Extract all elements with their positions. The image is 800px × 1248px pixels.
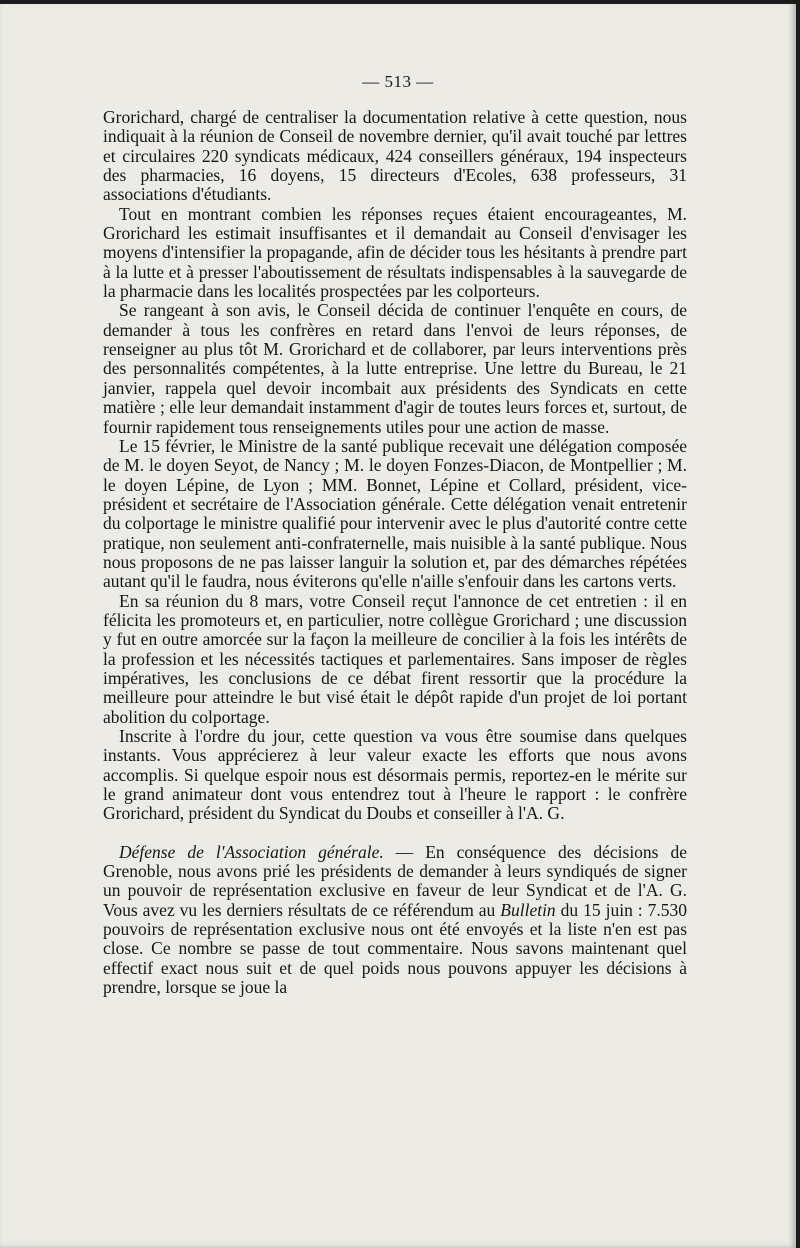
paragraph-6: Inscrite à l'ordre du jour, cette question va vous être soumise dans quelques instants. Vous apprécierez à leur valeur exacte les efforts que nous avons accomplis. Si quelque espoir nous est désormais permis, reportez-en le mérite sur le grand animateur dont vous entendrez tout à l'heure le rapport : le confrère Grorichard, président du Syndicat du Doubs et conseiller à l'A. G. bbox=[103, 726, 687, 824]
page-number: — 513 — bbox=[362, 72, 434, 91]
paragraph-7-part-a: — En conséquence des décisions de Grenoble, nous avons prié les présidents de demander à leurs syndiqués de signer un pouvoir de représentation exclusive en faveur de leur Syndicat et de l'A. G. Vous avez vu les derniers résultats de ce référendum au bbox=[103, 841, 688, 920]
body-text bbox=[103, 108, 687, 997]
paragraph-5: En sa réunion du 8 mars, votre Conseil reçut l'annonce de cet entretien : il en félicita les promoteurs et, en particulier, notre collègue Grorichard ; une discussion y fut en outre amorcée sur la façon la meilleure de concilier à la fois les intérêts de la profession et les nécessités tactiques et parlementaires. Sans imposer de règles impératives, les conclusions de ce débat firent ressortir que la procédure la meilleure pour atteindre le but visé était le dépôt rapide d'un projet de loi portant abolition du colportage. bbox=[103, 590, 687, 727]
paragraph-3: Se rangeant à son avis, le Conseil décida de continuer l'enquête en cours, de demander à tous les confrères en retard dans l'envoi de leurs réponses, de renseigner au plus tôt M. Grorichard et de collaborer, par leurs interventions près des personnalités compétentes, à la lutte entreprise. Une lettre du Bureau, le 21 janvier, rappela quel devoir incombait aux présidents des Syndicats en cette matière ; elle leur demandait instamment d'agir de toutes leurs forces et, surtout, de fournir rapidement tous renseignements utiles pour une action de masse. bbox=[103, 300, 687, 437]
section-heading: Défense de l'Association générale. bbox=[119, 841, 384, 862]
paragraph-2: Tout en montrant combien les réponses reçues étaient encourageantes, M. Grorichard les estimait insuffisantes et il demandait au Conseil d'envisager les moyens d'intensifier la propagande, afin de décider tous les hésitants à prendre part à la lutte et à presser l'aboutissement de résultats indispensables à la sauvegarde de la pharmacie dans les localités prospectées par les colporteurs. bbox=[103, 203, 687, 302]
paragraph-1: Grorichard, chargé de centraliser la documentation relative à cette question, nous indiquait à la réunion de Conseil de novembre dernier, qu'il avait touché par lettres et circulaires 220 syndicats médicaux, 424 conseillers généraux, 194 inspecteurs des pharmacies, 16 doyens, 15 directeurs d'Ecoles, 638 professeurs, 31 associations d'étudiants. bbox=[103, 107, 687, 205]
scan-right-edge bbox=[796, 0, 800, 1248]
paragraph-4: Le 15 février, le Ministre de la santé publique recevait une délégation composée de M. le doyen Seyot, de Nancy ; M. le doyen Fonzes-Diacon, de Montpellier ; M. le doyen Lépine, de Lyon ; MM. Bonnet, Lépine et Collard, président, vice-président et secrétaire de l'Association générale. Cette délégation venait entretenir du colportage le ministre qualifié pour intervenir avec le plus d'autorité contre cette pratique, non seulement anti-confraternelle, mais nuisible à la santé publique. Nous nous proposons de ne pas laisser languir la solution et, par des démarches répétées autant qu'il le faudra, nous éviterons qu'elle n'aille s'enfouir dans les cartons verts. bbox=[103, 435, 687, 592]
scan-top-edge bbox=[0, 0, 800, 4]
paragraph-7 bbox=[103, 843, 687, 998]
bulletin-title: Bulletin bbox=[500, 899, 556, 920]
paragraph-7-part-b: du 15 juin : 7.530 pouvoirs de représentation exclusive nous ont été envoyés et la liste n'en est pas close. Ce nombre se passe de tout commentaire. Nous savons maintenant quel effectif exact nous suit et de quel poids nous pouvons appuyer les décisions à prendre, lorsque se joue la bbox=[103, 899, 687, 998]
